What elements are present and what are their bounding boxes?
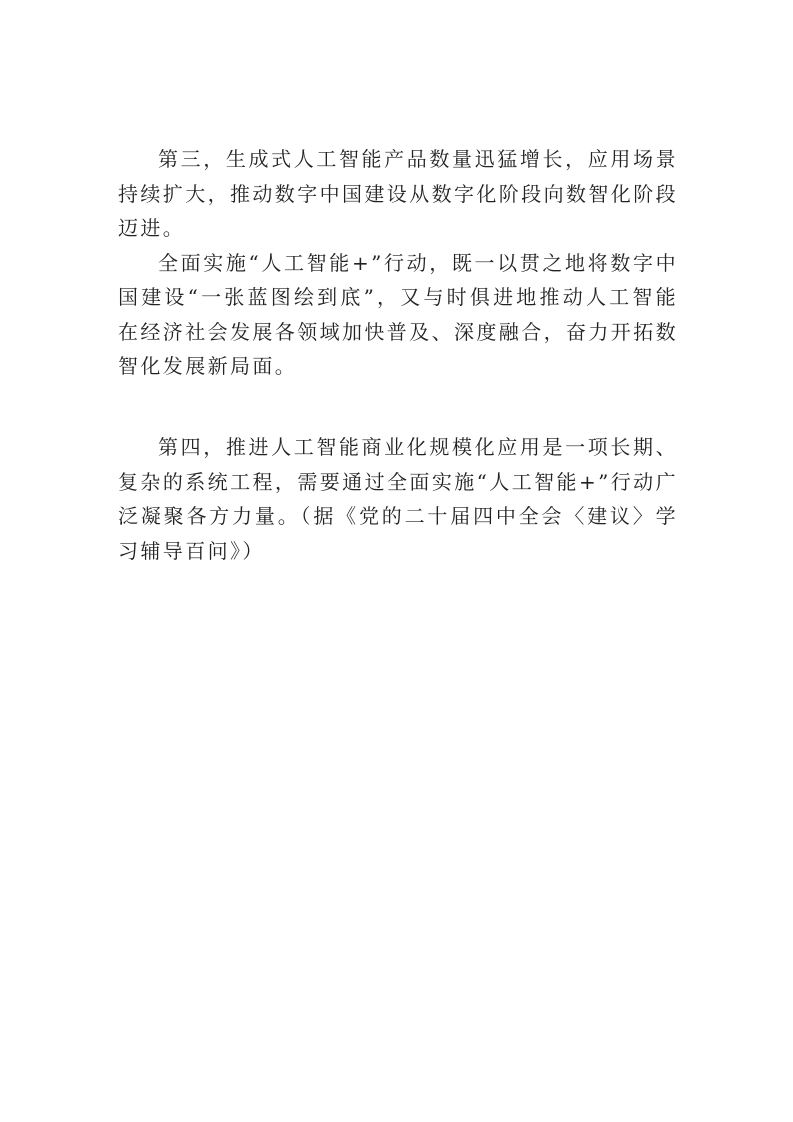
section-three-paragraph-1: 第三，生成式人工智能产品数量迅猛增长，应用场景持续扩大，推动数字中国建设从数字化阶段向数智化阶段迈进。 (118, 147, 678, 240)
section-four-paragraph-1: 第四，推进人工智能商业化规模化应用是一项长期、复杂的系统工程，需要通过全面实施“人工智能+”行动广泛凝聚各方力量。（据《党的二十届四中全会〈建议〉学习辅导百问》） (118, 435, 678, 563)
section-four (118, 430, 678, 568)
section-three (118, 142, 678, 384)
section-three-paragraph-2: 全面实施“人工智能+”行动，既一以贯之地将数字中国建设“一张蓝图绘到底”，又与时俱进地推动人工智能在经济社会发展各领域加快普及、深度融合，奋力开拓数智化发展新局面。 (118, 250, 678, 378)
